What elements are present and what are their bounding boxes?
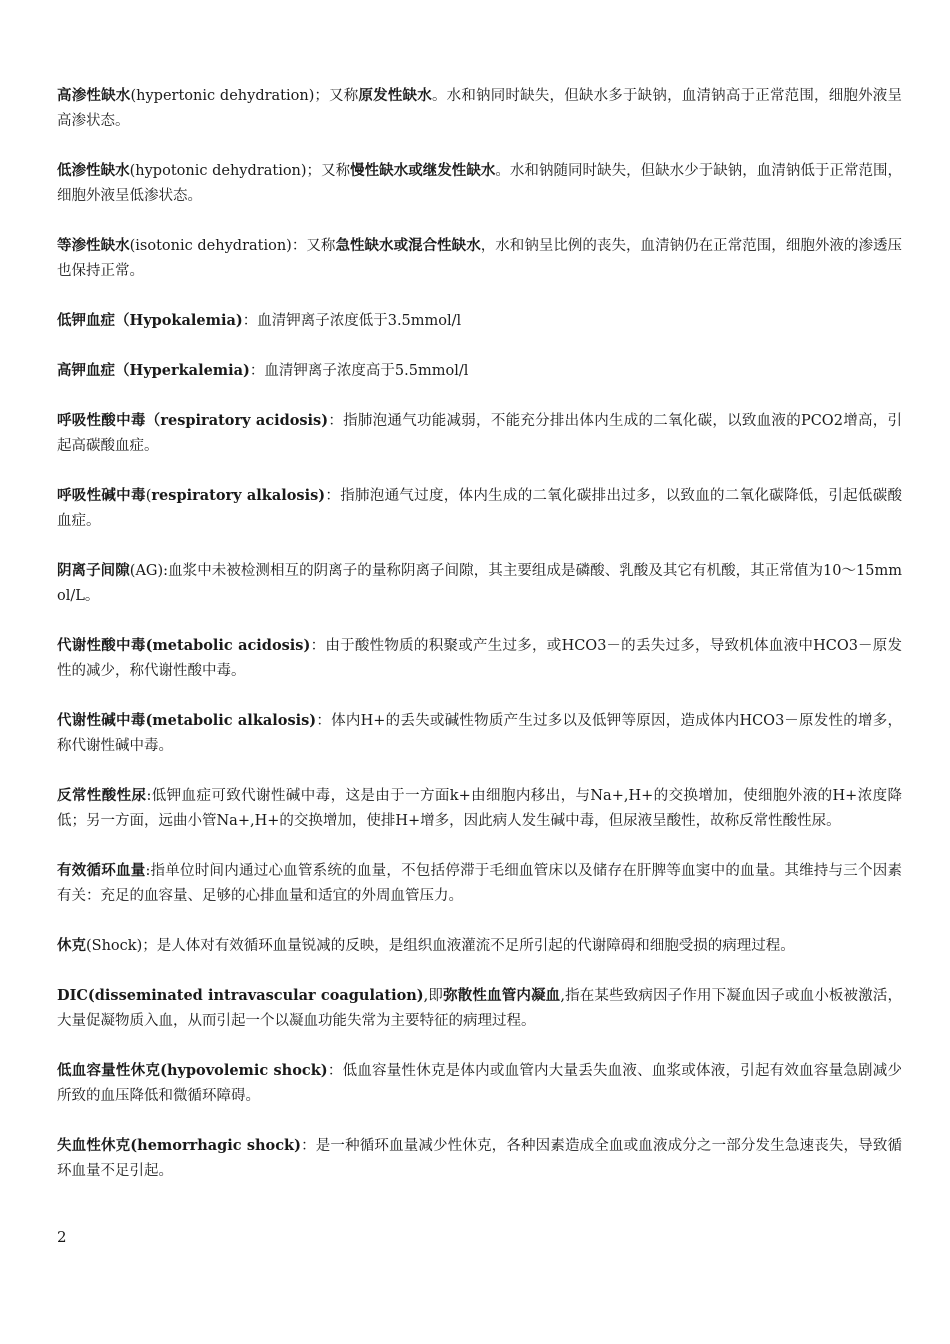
glossary-entry [57,1058,902,1109]
definition-text: ：指肺泡通气过度，体内生成的二氧化碳排出过多，以致血的二氧化碳降低，引起低碳酸血症。 [57,488,903,529]
definition-text: ：血清钾离子浓度高于5.5mmol/l [249,363,469,379]
term-text: 反常性酸性尿 [57,787,147,804]
glossary-entry [57,408,902,459]
term-text: 等渗性缺水 [57,237,130,254]
term-text: 低渗性缺水 [57,162,130,179]
definition-text: (Shock)；是人体对有效循环血量锐减的反映，是组织血液灌流不足所引起的代谢障碍和细胞受损的病理过程。 [86,938,795,954]
definition-text: (AG) [129,563,164,579]
definition-text: ，水和钠呈比例的丧失，血清钠仍在正常范围，细胞外液的渗透压也保持正常。 [57,238,903,279]
glossary-entry [57,558,902,609]
glossary-entry [57,1133,902,1184]
glossary-entry [57,783,902,834]
glossary-entry [57,83,902,134]
term-text: respiratory alkalosis) [151,487,326,504]
definition-text: :低钾血症可致代谢性碱中毒，这是由于一方面k+由细胞内移出，与Na+,H+的交换增加，使细胞外液的H+浓度降低；另一方面，远曲小管Na+,H+的交换增加，使排H+增多，因此病人发生碱中毒，但尿液呈酸性，故称反常性酸性尿。 [57,788,903,829]
document-body [57,83,902,1208]
term-text: 代谢性碱中毒(metabolic alkalosis) [57,712,317,729]
definition-text: :指单位时间内通过心血管系统的血量，不包括停滞于毛细血管床以及储存在肝脾等血窦中的血量。其维持与三个因素有关：充足的血容量、足够的心排血量和适宜的外周血管压力。 [57,863,902,904]
definition-text: (hypotonic dehydration)；又称 [129,163,351,179]
definition-text: 。水和钠随同时缺失，但缺水少于缺钠，血清钠低于正常范围，细胞外液呈低渗状态。 [57,163,903,204]
glossary-entry [57,358,902,384]
definition-text: ,指在某些致病因子作用下凝血因子或血小板被激活，大量促凝物质入血，从而引起一个以凝血功能失常为主要特征的病理过程。 [57,988,902,1029]
definition-text: ：体内H+的丢失或碱性物质产生过多以及低钾等原因，造成体内HCO3－原发性的增多，称代谢性碱中毒。 [57,713,902,754]
glossary-entry [57,158,902,209]
term-text: 低血容量性休克(hypovolemic shock) [57,1062,328,1079]
term-text: DIC(disseminated intravascular coagulation) [57,987,424,1004]
term-text: 弥散性血管内凝血 [443,987,561,1004]
term-text: 高渗性缺水 [57,87,131,104]
page-number: 2 [57,1228,67,1246]
definition-text: ：是一种循环血量减少性休克，各种因素造成全血或血液成分之一部分发生急速丧失，导致循环血量不足引起。 [57,1138,902,1179]
term-text: 代谢性酸中毒(metabolic acidosis) [57,637,311,654]
definition-text: ,即 [423,988,444,1004]
definition-text: (isotonic dehydration)：又称 [129,238,336,254]
definition-text: (hypertonic dehydration)；又称 [130,88,359,104]
glossary-entry [57,233,902,284]
term-text: 低钾血症（Hypokalemia) [57,312,243,329]
glossary-entry [57,633,902,684]
glossary-entry [57,983,902,1034]
definition-text: 。水和钠同时缺失，但缺水多于缺钠，血清钠高于正常范围，细胞外液呈高渗状态。 [57,88,903,129]
term-text: 阴离子间隙 [57,562,130,579]
glossary-entry [57,708,902,759]
glossary-entry [57,858,902,909]
definition-text: ：指肺泡通气功能减弱，不能充分排出体内生成的二氧化碳，以致血液的PCO2增高，引起高碳酸血症。 [57,413,902,454]
glossary-entry [57,483,902,534]
definition-text: ：血清钾离子浓度低于3.5mmol/l [242,313,462,329]
term-text: 失血性休克(hemorrhagic shock) [57,1137,301,1154]
term-text: 原发性缺水 [358,87,432,104]
definition-text: :血浆中未被检测相互的阴离子的量称阴离子间隙，其主要组成是磷酸、乳酸及其它有机酸，其正常值为10～15mmol/L。 [57,563,902,604]
term-text: 呼吸性酸中毒（respiratory acidosis) [57,412,329,429]
term-text: 高钾血症（Hyperkalemia) [57,362,250,379]
term-text: 呼吸性碱中毒 [57,487,146,504]
glossary-entry [57,933,902,959]
definition-text: ：由于酸性物质的积聚或产生过多，或HCO3－的丢失过多，导致机体血液中HCO3－原发性的减少，称代谢性酸中毒。 [57,638,902,679]
definition-text: ：低血容量性休克是体内或血管内大量丢失血液、血浆或体液，引起有效血容量急剧减少所致的血压降低和微循环障碍。 [57,1063,903,1104]
term-text: 休克 [57,937,86,954]
glossary-entry [57,308,902,334]
term-text: 慢性缺水或继发性缺水 [350,162,496,179]
term-text: 急性缺水或混合性缺水 [335,237,481,254]
term-text: 有效循环血量 [57,862,146,879]
definition-text: ( [145,488,152,504]
